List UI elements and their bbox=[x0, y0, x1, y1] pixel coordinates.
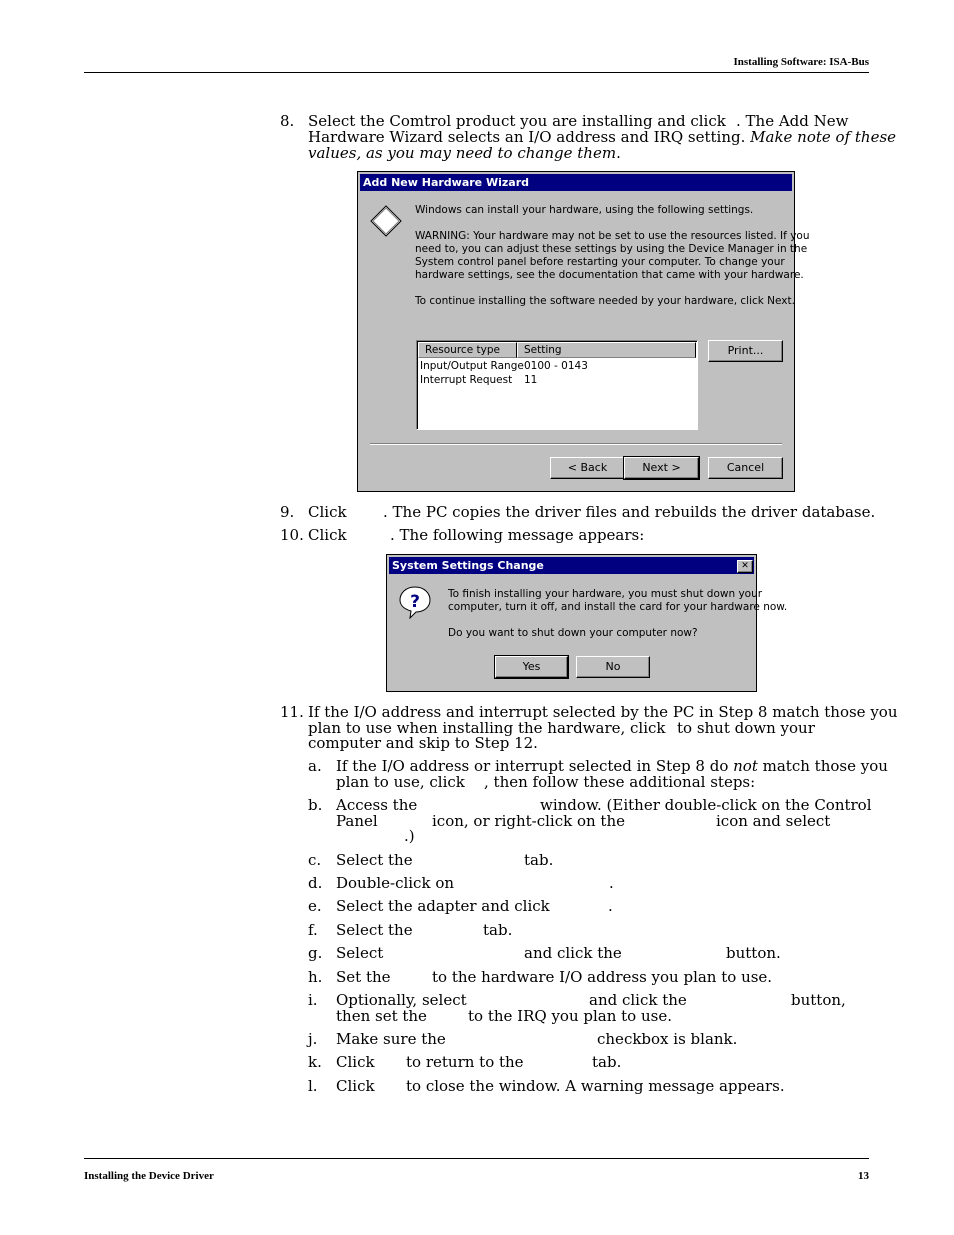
svg-text:?: ? bbox=[410, 592, 420, 612]
resource-row-2-type: Interrupt Request bbox=[420, 374, 513, 386]
substep-a-text-1b: match those you bbox=[757, 757, 888, 775]
step-8-text-3b: . bbox=[616, 144, 621, 162]
substep-b-text-3: .) bbox=[404, 827, 415, 845]
yes-button[interactable]: Yes bbox=[495, 656, 568, 678]
step-10-number: 10. bbox=[280, 526, 304, 544]
substep-k-text-c: tab. bbox=[592, 1053, 622, 1071]
substep-e-letter: e. bbox=[308, 897, 322, 915]
substep-a-text-2b: , then follow these additional steps: bbox=[484, 773, 756, 791]
step-11-line-2b: to shut down your bbox=[677, 719, 815, 737]
substep-i-text-e: to the IRQ you plan to use. bbox=[468, 1007, 672, 1025]
question-icon bbox=[398, 585, 432, 619]
substep-a-letter: a. bbox=[308, 757, 322, 775]
step-8-text-3a: values, as you may need to change them bbox=[308, 144, 617, 162]
substep-b-text-1a: Access the bbox=[336, 796, 418, 814]
substep-f-text-b: tab. bbox=[483, 921, 513, 939]
substep-d-letter: d. bbox=[308, 874, 323, 892]
system-dialog-line-3: Do you want to shut down your computer now? bbox=[448, 627, 698, 639]
step-9-text-b: . The PC copies the driver files and rebuilds the driver database. bbox=[383, 503, 876, 521]
substep-c-text-b: tab. bbox=[524, 851, 554, 869]
substep-l-text-a: Click bbox=[336, 1077, 375, 1095]
substep-l-letter: l. bbox=[308, 1077, 318, 1095]
resource-list[interactable] bbox=[416, 340, 698, 430]
add-new-hardware-wizard-dialog bbox=[357, 171, 810, 492]
substep-i-text-d: then set the bbox=[336, 1007, 427, 1025]
step-8-line-3 bbox=[308, 145, 621, 161]
wizard-text-3: To continue installing the software needed by your hardware, click Next. bbox=[415, 295, 795, 307]
system-dialog-line-2: computer, turn it off, and install the card for your hardware now. bbox=[448, 601, 788, 613]
substep-j-text-b: checkbox is blank. bbox=[597, 1030, 738, 1048]
system-settings-change-dialog bbox=[386, 554, 788, 692]
step-8-text-1a: Select the Comtrol product you are installing and click bbox=[308, 112, 726, 130]
substep-f-text-a: Select the bbox=[336, 921, 413, 939]
substep-h-text-b: to the hardware I/O address you plan to use. bbox=[432, 968, 773, 986]
substep-g-text-c: button. bbox=[726, 944, 781, 962]
substep-i-text-c: button, bbox=[791, 991, 846, 1009]
substep-e-text-a: Select the adapter and click bbox=[336, 897, 550, 915]
step-8-line-2 bbox=[308, 129, 896, 145]
system-dialog-title bbox=[389, 557, 754, 574]
substep-i-letter: i. bbox=[308, 991, 318, 1009]
system-dialog-title-text: System Settings Change bbox=[392, 559, 544, 572]
cancel-button[interactable]: Cancel bbox=[708, 457, 783, 479]
print-button[interactable]: Print... bbox=[708, 340, 783, 362]
step-8-text-2b: Make note of these bbox=[750, 128, 897, 146]
wizard-warning-4: hardware settings, see the documentation that came with your hardware. bbox=[415, 269, 804, 281]
substep-i-text-b: and click the bbox=[589, 991, 687, 1009]
substep-j-letter: j. bbox=[308, 1030, 318, 1048]
substep-b-text-2c: icon and select bbox=[716, 812, 831, 830]
back-button[interactable]: < Back bbox=[550, 457, 625, 479]
no-button[interactable]: No bbox=[576, 656, 650, 678]
column-header-resource-type[interactable]: Resource type bbox=[418, 342, 517, 358]
step-9-text-a: Click bbox=[308, 503, 347, 521]
step-11-line-3: computer and skip to Step 12. bbox=[308, 734, 538, 752]
substep-k-text-b: to return to the bbox=[406, 1053, 524, 1071]
page-number: 13 bbox=[858, 1170, 869, 1182]
header-rule bbox=[84, 72, 869, 73]
substep-g-letter: g. bbox=[308, 944, 323, 962]
step-10-text-a: Click bbox=[308, 526, 347, 544]
wizard-separator bbox=[370, 443, 782, 445]
substep-k-text-a: Click bbox=[336, 1053, 375, 1071]
substep-a-text-2a: plan to use, click bbox=[336, 773, 465, 791]
step-11-line-2a: plan to use when installing the hardware, click bbox=[308, 719, 666, 737]
wizard-title: Add New Hardware Wizard bbox=[360, 174, 792, 191]
substep-f-letter: f. bbox=[308, 921, 318, 939]
substep-b-text-2a: Panel bbox=[336, 812, 378, 830]
resource-row-2-setting: 11 bbox=[524, 374, 538, 386]
step-11-line-1: If the I/O address and interrupt selected by the PC in Step 8 match those you bbox=[308, 703, 898, 721]
step-8-text-2a: Hardware Wizard selects an I/O address and IRQ setting. bbox=[308, 128, 751, 146]
column-header-setting[interactable]: Setting bbox=[517, 342, 696, 358]
substep-g-text-a: Select bbox=[336, 944, 384, 962]
substep-g-text-b: and click the bbox=[524, 944, 622, 962]
substep-j-text-a: Make sure the bbox=[336, 1030, 446, 1048]
wizard-warning-3: System control panel before restarting your computer. To change your bbox=[415, 256, 785, 268]
substep-i-text-a: Optionally, select bbox=[336, 991, 467, 1009]
substep-a-line-1 bbox=[336, 758, 888, 774]
substep-c-letter: c. bbox=[308, 851, 322, 869]
substep-b-text-2b: icon, or right-click on the bbox=[432, 812, 626, 830]
substep-h-letter: h. bbox=[308, 968, 323, 986]
substep-a-text-1a: If the I/O address or interrupt selected in Step 8 do bbox=[336, 757, 734, 775]
wizard-warning-1: WARNING: Your hardware may not be set to use the resources listed. If you bbox=[415, 230, 810, 242]
substep-h-text-a: Set the bbox=[336, 968, 391, 986]
running-footer: Installing the Device Driver bbox=[84, 1170, 214, 1182]
system-dialog-line-1: To finish installing your hardware, you must shut down your bbox=[448, 588, 763, 600]
close-icon[interactable]: ✕ bbox=[737, 560, 753, 573]
next-button[interactable]: Next > bbox=[624, 457, 699, 479]
substep-a-emphasis: not bbox=[733, 757, 758, 775]
wizard-warning-2: need to, you can adjust these settings by using the Device Manager in the bbox=[415, 243, 808, 255]
substep-k-letter: k. bbox=[308, 1053, 322, 1071]
substep-l-text-b: to close the window. A warning message appears. bbox=[406, 1077, 785, 1095]
step-10-text-b: . The following message appears: bbox=[390, 526, 645, 544]
wizard-text-1: Windows can install your hardware, using the following settings. bbox=[415, 204, 754, 216]
substep-b-letter: b. bbox=[308, 796, 323, 814]
step-11-number: 11. bbox=[280, 703, 304, 721]
footer-rule bbox=[84, 1158, 869, 1159]
substep-d-text-a: Double-click on bbox=[336, 874, 455, 892]
substep-b-text-1b: window. (Either double-click on the Control bbox=[540, 796, 872, 814]
resource-row-1-type: Input/Output Range bbox=[420, 360, 524, 372]
step-8-text-1b: . The Add New bbox=[736, 112, 849, 130]
substep-e-text-b: . bbox=[608, 897, 613, 915]
running-header: Installing Software: ISA-Bus bbox=[733, 56, 869, 68]
step-8-number: 8. bbox=[280, 112, 295, 130]
resource-row-1-setting: 0100 - 0143 bbox=[524, 360, 588, 372]
substep-d-text-b: . bbox=[609, 874, 614, 892]
substep-c-text-a: Select the bbox=[336, 851, 413, 869]
diamond-icon bbox=[370, 205, 402, 237]
step-9-number: 9. bbox=[280, 503, 295, 521]
